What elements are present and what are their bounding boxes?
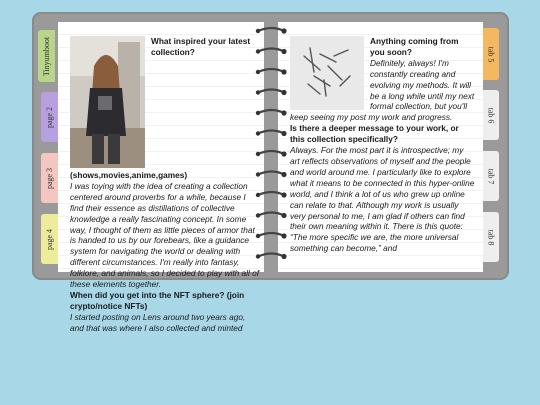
binder-ring: [258, 131, 284, 134]
tab-label: tab 5: [486, 46, 495, 62]
ring-hole: [281, 28, 286, 33]
answer-deeper-message: Always. For the most part it is introspective; my art reflects observations of myself and the people and world around me. I particularly like to explore what it means to be connected in this hyper-online world, and I think a lot of us who grew up online can relate to that. Although my work is usually very personal to me, I am glad if others can find their own meaning within it. There is this quote: “The more specific we are, the more universal something can become,” and: [290, 145, 475, 254]
question-deeper-message: Is there a deeper message to your work, or this collection specifically?: [290, 123, 459, 145]
ring-hole: [281, 233, 286, 238]
ring-hole: [281, 172, 286, 177]
tab-label: Tinyumboot: [42, 36, 51, 76]
ring-hole: [281, 131, 286, 136]
binder-ring: [258, 172, 284, 175]
nails-photo: [290, 36, 364, 110]
ring-hole: [256, 172, 260, 176]
ring-hole: [281, 49, 286, 54]
ring-hole: [281, 213, 286, 218]
answer-coming-soon: Definitely, always! I'm constantly creating and evolving my methods. It will be a long while until my next formal collection, but you'll keep seeing my post my work and progress.: [290, 57, 475, 123]
binder-ring: [258, 254, 284, 257]
ring-hole: [256, 111, 260, 115]
binder-ring: [258, 69, 284, 72]
answer-nft-sphere: I started posting on Lens around two years ago, and that was where I also collected and minted: [70, 311, 246, 333]
binder-ring: [258, 192, 284, 195]
ring-hole: [256, 234, 260, 238]
tab-label: tab 6: [486, 107, 495, 123]
binder-ring: [258, 28, 284, 31]
question-inspiration: What inspired your latest collection? (shows,movies,anime,games): [70, 36, 251, 180]
binder-ring: [258, 213, 284, 216]
binder-ring: [258, 151, 284, 154]
ring-hole: [256, 254, 260, 258]
tab-page-4[interactable]: [41, 214, 58, 264]
portrait-photo: [70, 36, 145, 168]
ring-hole: [256, 152, 260, 156]
answer-inspiration: I was toying with the idea of creating a collection centered around proverbs for a while, because I find their essence as distillations of collective knowledge a really fascinating concept. In some way, I thought of them as little pieces of armor that is handed to us by our forebears, like a guidance system for navigating the world or dealing with different circumstances. I'm really into fantasy, folklore, and animals, so I decided to play with all of these elements together.: [70, 180, 260, 290]
ring-hole: [256, 70, 260, 74]
tab-page-2[interactable]: [41, 92, 58, 142]
ring-hole: [256, 90, 260, 94]
left-page: [58, 22, 264, 333]
ring-hole: [281, 90, 286, 95]
tab-page-3[interactable]: [41, 153, 58, 203]
right-page: [278, 22, 483, 272]
ring-hole: [281, 254, 286, 259]
ring-hole: [281, 110, 286, 115]
ring-hole: [256, 29, 260, 33]
binder-ring: [258, 110, 284, 113]
binder-rings: [254, 22, 290, 272]
tab-8[interactable]: [482, 212, 499, 262]
binder-ring: [258, 49, 284, 52]
tab-label: tab 7: [486, 168, 495, 184]
question-nft-sphere: When did you get into the NFT sphere? (join crypto/notice NFTs): [70, 289, 245, 311]
ring-hole: [256, 131, 260, 135]
tab-5[interactable]: [482, 28, 499, 80]
tab-label: page 2: [45, 106, 55, 128]
tab-tinyumboot[interactable]: [38, 30, 55, 82]
binder-ring: [258, 233, 284, 236]
ring-hole: [281, 151, 286, 156]
tab-7[interactable]: [482, 151, 499, 201]
ring-hole: [281, 69, 286, 74]
ring-hole: [256, 193, 260, 197]
binder-ring: [258, 90, 284, 93]
tab-label: tab 8: [486, 229, 495, 245]
ring-hole: [256, 49, 260, 53]
tab-label: page 3: [45, 167, 55, 189]
tab-6[interactable]: [482, 90, 499, 140]
ring-hole: [281, 192, 286, 197]
ring-hole: [256, 213, 260, 217]
tab-label: page 4: [45, 228, 55, 250]
question-coming-soon: Anything coming from you soon?: [370, 36, 459, 57]
